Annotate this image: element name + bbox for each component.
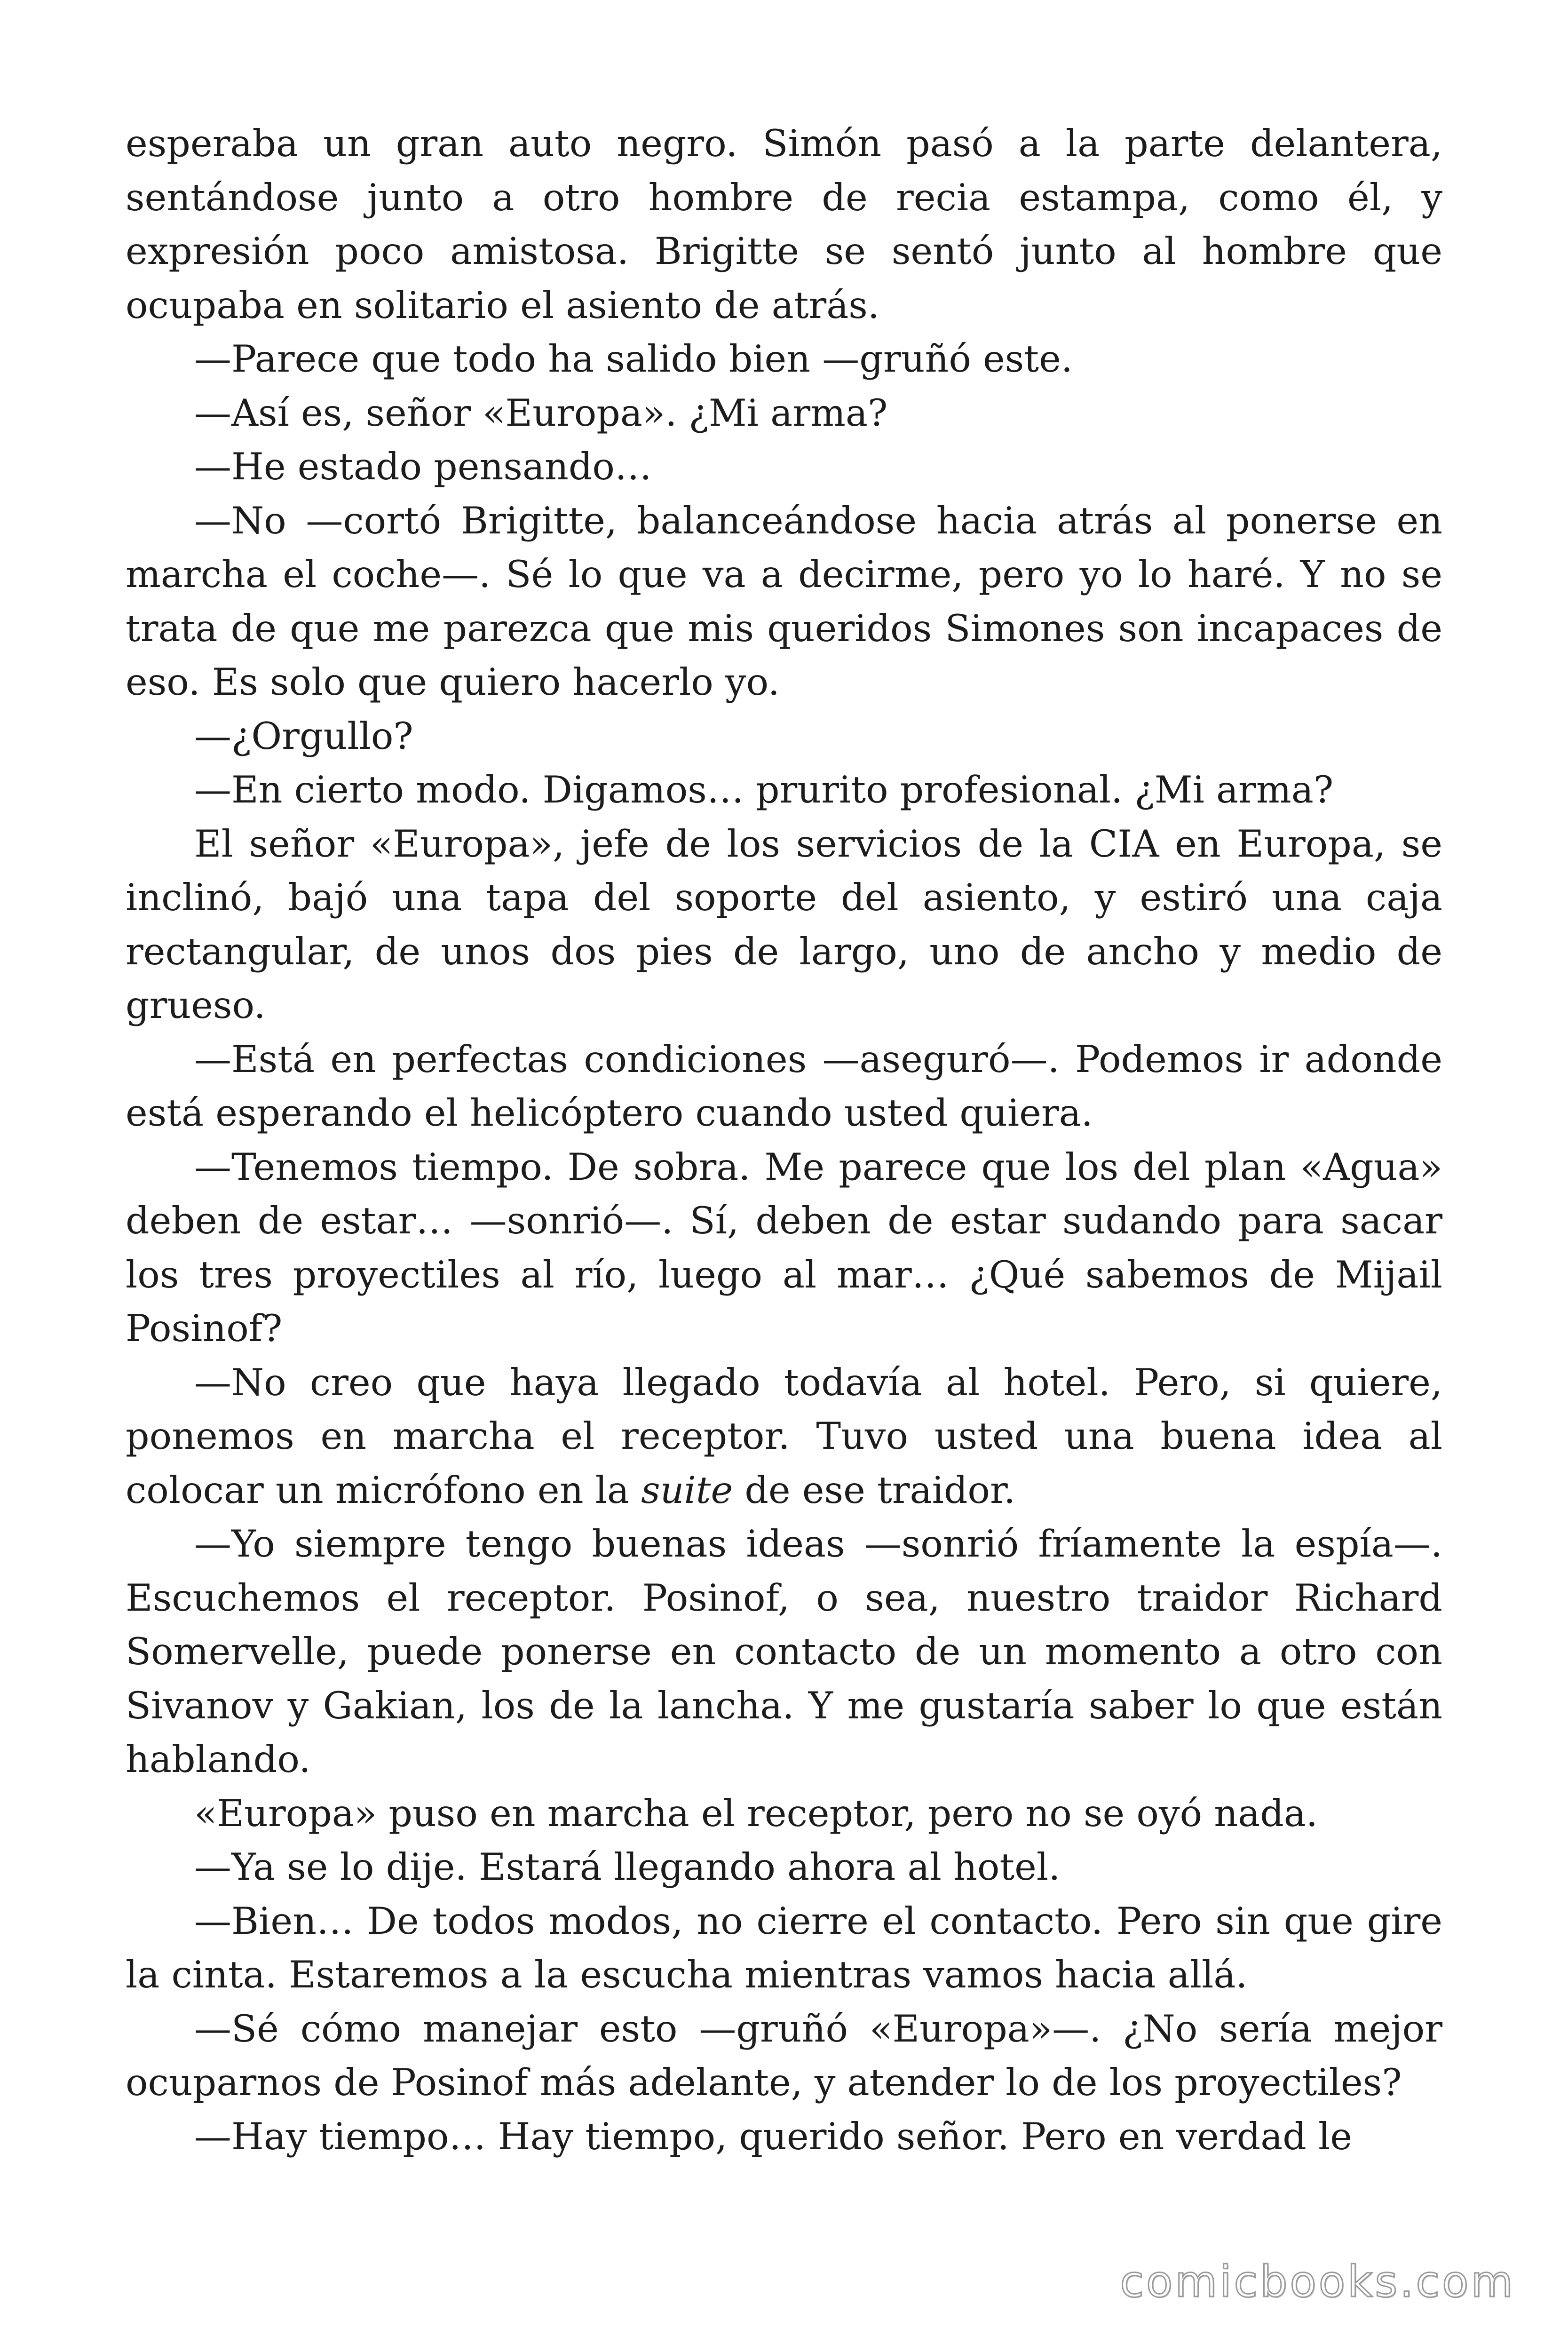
paragraph-12: —Yo siempre tengo buenas ideas —sonrió fríamente la espía—. Escuchemos el receptor. Posinof, o sea, nuestro traidor Richard Somervelle, puede ponerse en contacto de un momento a otro con Sivanov y Gakian, los de la lancha. Y me gustaría saber lo que están hablando. bbox=[126, 1522, 1442, 1781]
paragraph-14: —Ya se lo dije. Estará llegando ahora al hotel. bbox=[194, 1845, 1061, 1889]
paragraph-15: —Bien… De todos modos, no cierre el contacto. Pero sin que gire la cinta. Estaremos a la escucha mientras vamos hacia allá. bbox=[126, 1899, 1442, 1996]
paragraph-1: esperaba un gran auto negro. Simón pasó a la parte delantera, sentándose junto a otro hombre de recia estampa, como él, y expresión poco amistosa. Brigitte se sentó junto al hombre que ocupaba en solitario el asiento de atrás. bbox=[126, 122, 1442, 327]
paragraph-2: —Parece que todo ha salido bien —gruñó este. bbox=[194, 337, 1073, 381]
paragraph-9: —Está en perfectas condiciones —aseguró—. Podemos ir adonde está esperando el helicóptero cuando usted quiera. bbox=[126, 1037, 1442, 1135]
watermark: comicbooks.com bbox=[1120, 2257, 1515, 2307]
paragraph-4: —He estado pensando… bbox=[194, 445, 652, 488]
book-page-text bbox=[126, 117, 1442, 2163]
paragraph-11 bbox=[126, 1356, 1442, 1518]
paragraph-11-text-after: de ese traidor. bbox=[733, 1468, 1016, 1512]
paragraph-13: «Europa» puso en marcha el receptor, pero no se oyó nada. bbox=[194, 1791, 1318, 1835]
paragraph-7: —En cierto modo. Digamos… prurito profesional. ¿Mi arma? bbox=[194, 768, 1334, 811]
paragraph-11-italic-word: suite bbox=[641, 1468, 733, 1512]
paragraph-5: —No —cortó Brigitte, balanceándose hacia atrás al ponerse en marcha el coche—. Sé lo que va a decirme, pero yo lo haré. Y no se trata de que me parezca que mis queridos Simones son incapaces de eso. Es solo que quiero hacerlo yo. bbox=[126, 499, 1442, 704]
paragraph-16: —Sé cómo manejar esto —gruñó «Europa»—. ¿No sería mejor ocuparnos de Posinof más adelante, y atender lo de los proyectiles? bbox=[126, 2007, 1442, 2104]
paragraph-11-text-before: —No creo que haya llegado todavía al hotel. Pero, si quiere, ponemos en marcha el receptor. Tuvo usted una buena idea al colocar un micrófono en la bbox=[126, 1360, 1442, 1512]
paragraph-17: —Hay tiempo… Hay tiempo, querido señor. Pero en verdad le bbox=[194, 2114, 1352, 2158]
paragraph-6: —¿Orgullo? bbox=[194, 714, 413, 758]
paragraph-10: —Tenemos tiempo. De sobra. Me parece que los del plan «Agua» deben de estar… —sonrió—. Sí, deben de estar sudando para sacar los tres proyectiles al río, luego al mar… ¿Qué sabemos de Mijail Posinof? bbox=[126, 1145, 1442, 1350]
paragraph-8: El señor «Europa», jefe de los servicios de la CIA en Europa, se inclinó, bajó una tapa del soporte del asiento, y estiró una caja rectangular, de unos dos pies de largo, uno de ancho y medio de grueso. bbox=[126, 822, 1442, 1027]
paragraph-3: —Así es, señor «Europa». ¿Mi arma? bbox=[194, 391, 888, 435]
